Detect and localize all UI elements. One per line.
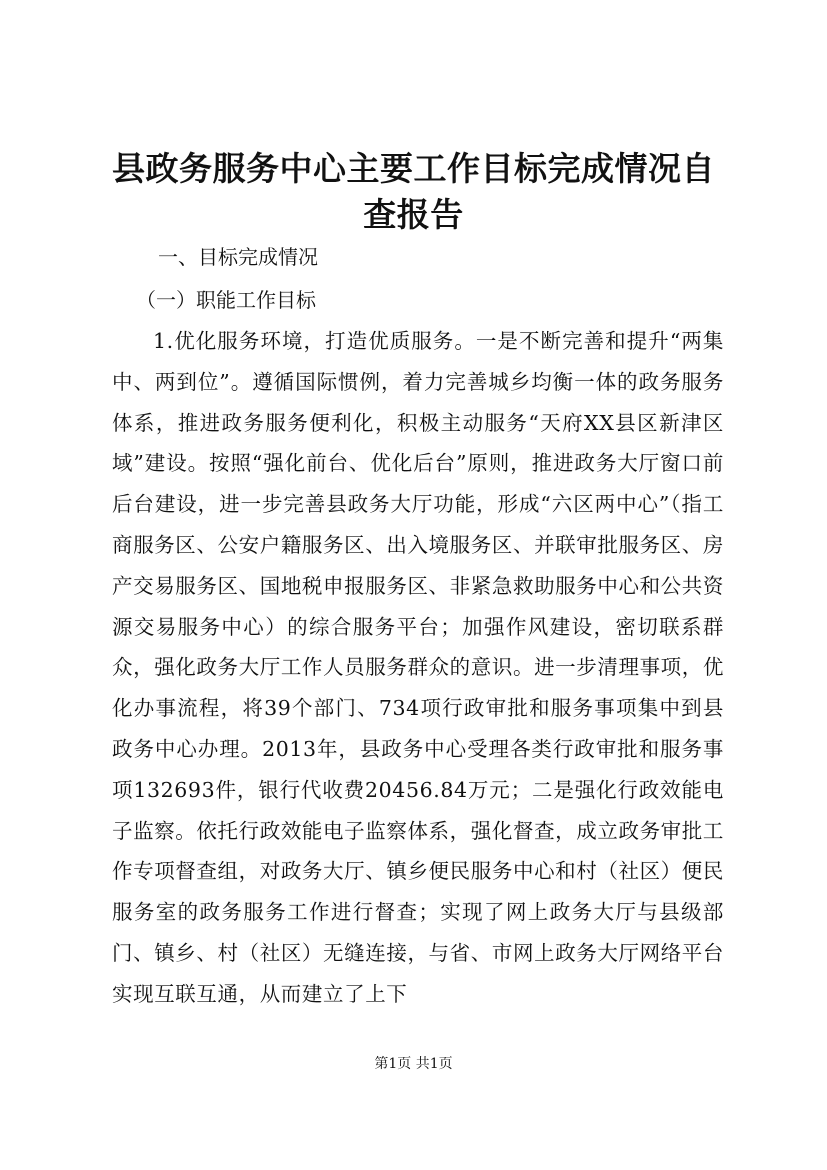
body-paragraph: 1.优化服务环境，打造优质服务。一是不断完善和提升“两集中、两到位”。遵循国际惯例，着力完善城乡均衡一体的政务服务体系，推进政务服务便利化，积极主动服务“天府XX县区新津区域”建设。按照“强化前台、优化后台”原则，推进政务大厅窗口前后台建设，进一步完善县政务大厅功能，形成“六区两中心”（指工商服务区、公安户籍服务区、出入境服务区、并联审批服务区、房产交易服务区、国地税申报服务区、非紧急救助服务中心和公共资源交易服务中心）的综合服务平台；加强作风建设，密切联系群众，强化政务大厅工作人员服务群众的意识。进一步清理事项，优化办事流程，将39个部门、734项行政审批和服务事项集中到县政务中心办理。2013年，县政务中心受理各类行政审批和服务事项132693件，银行代收费20456.84万元；二是强化行政效能电子监察。依托行政效能电子监察体系，强化督查，成立政务审批工作专项督查组，对政务大厅、镇乡便民服务中心和村（社区）便民服务室的政务服务工作进行督查；实现了网上政务大厅与县级部门、镇乡、村（社区）无缝连接，与省、市网上政务大厅网络平台实现互联互通，从而建立了上下 [112,329,724,1006]
section-heading: 一、目标完成情况 [158,245,318,269]
subsection-heading: （一）职能工作目标 [136,288,316,312]
page-footer: 第1页 共1页 [374,1056,453,1072]
document-title: 县政务服务中心主要工作目标完成情况自查报告 [112,149,715,234]
